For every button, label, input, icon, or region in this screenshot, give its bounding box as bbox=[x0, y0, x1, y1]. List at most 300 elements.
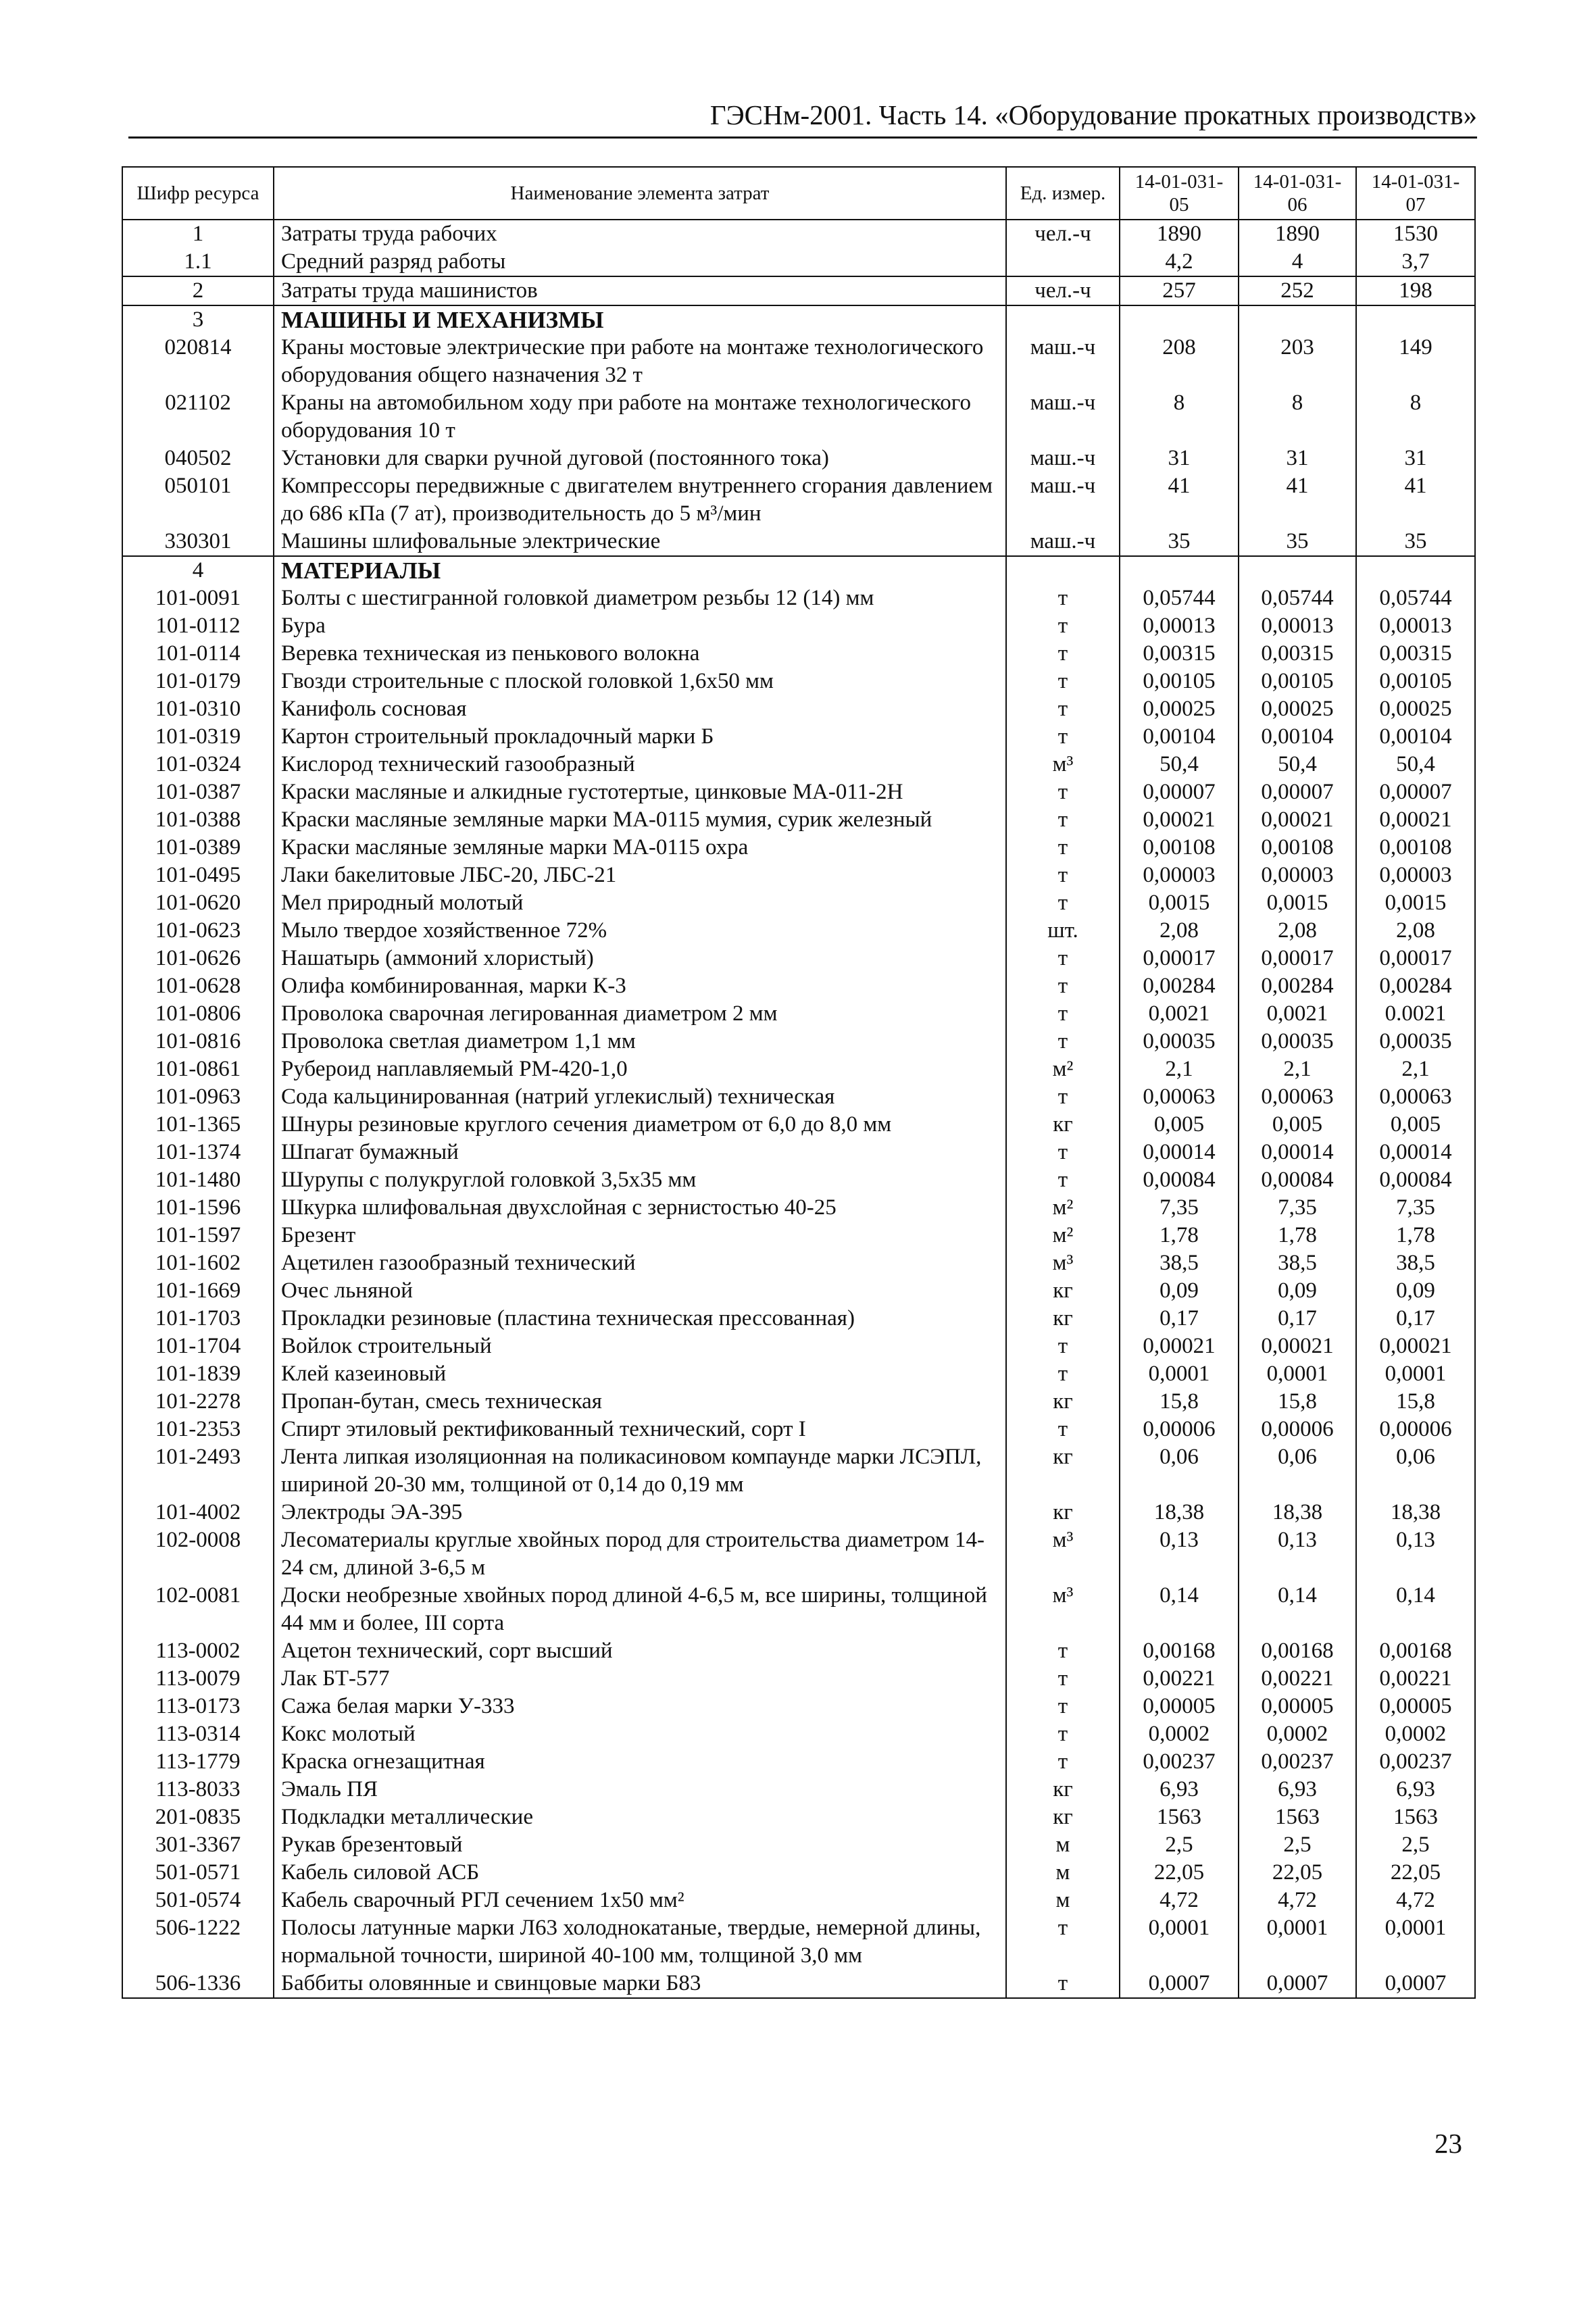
value-cell-c2: 0,0015 bbox=[1239, 889, 1356, 917]
unit-cell: т bbox=[1006, 723, 1120, 751]
resource-name-cell: Рукав брезентовый bbox=[274, 1831, 1006, 1859]
resource-code-cell: 113-0314 bbox=[122, 1720, 274, 1748]
resource-name-cell: Электроды ЭА-395 bbox=[274, 1499, 1006, 1526]
column-header-unit: Ед. измер. bbox=[1006, 167, 1120, 220]
unit-cell: т bbox=[1006, 1166, 1120, 1194]
resource-code-cell: 101-1596 bbox=[122, 1194, 274, 1222]
table-row bbox=[122, 1055, 1475, 1083]
value-cell-c3: 3,7 bbox=[1356, 248, 1475, 276]
unit-cell: кг bbox=[1006, 1499, 1120, 1526]
value-cell-c3: 0,005 bbox=[1356, 1111, 1475, 1139]
value-cell-c1: 0,14 bbox=[1120, 1582, 1239, 1637]
value-cell-c2: 18,38 bbox=[1239, 1499, 1356, 1526]
unit-cell: т bbox=[1006, 612, 1120, 640]
resource-code-cell: 101-0963 bbox=[122, 1083, 274, 1111]
value-cell-c2: 2,08 bbox=[1239, 917, 1356, 945]
value-cell-c3: 0,00017 bbox=[1356, 945, 1475, 972]
table-row bbox=[122, 1887, 1475, 1914]
value-cell-c1: 0,00063 bbox=[1120, 1083, 1239, 1111]
value-cell-c1: 15,8 bbox=[1120, 1388, 1239, 1416]
unit-cell: т bbox=[1006, 834, 1120, 862]
resource-code-cell: 101-0387 bbox=[122, 778, 274, 806]
value-cell-c3: 0,0015 bbox=[1356, 889, 1475, 917]
table-row bbox=[122, 248, 1475, 276]
value-cell-c3: 0,00221 bbox=[1356, 1665, 1475, 1693]
value-cell-c3: 0,00025 bbox=[1356, 695, 1475, 723]
value-cell-c3: 198 bbox=[1356, 276, 1475, 305]
value-cell-c3: 0,00105 bbox=[1356, 668, 1475, 695]
value-cell-c1: 257 bbox=[1120, 276, 1239, 305]
unit-cell: м bbox=[1006, 1887, 1120, 1914]
value-cell-c1: 0,0001 bbox=[1120, 1360, 1239, 1388]
resource-code-cell: 113-0002 bbox=[122, 1637, 274, 1665]
resource-code-cell: 101-1480 bbox=[122, 1166, 274, 1194]
resource-code-cell: 101-1703 bbox=[122, 1305, 274, 1333]
unit-cell: т bbox=[1006, 640, 1120, 668]
unit-cell: т bbox=[1006, 1914, 1120, 1970]
resource-code-cell: 101-2493 bbox=[122, 1443, 274, 1499]
value-cell-c1: 2,08 bbox=[1120, 917, 1239, 945]
value-cell-c2: 8 bbox=[1239, 389, 1356, 445]
unit-cell: кг bbox=[1006, 1305, 1120, 1333]
resource-code-cell: 101-4002 bbox=[122, 1499, 274, 1526]
unit-cell: т bbox=[1006, 1720, 1120, 1748]
resource-code-cell: 101-0628 bbox=[122, 972, 274, 1000]
resource-code-cell: 3 bbox=[122, 305, 274, 334]
unit-cell: т bbox=[1006, 806, 1120, 834]
unit-cell: м² bbox=[1006, 1055, 1120, 1083]
value-cell-c2: 0,00014 bbox=[1239, 1139, 1356, 1166]
unit-cell: т bbox=[1006, 1360, 1120, 1388]
value-cell-c3: 0,00021 bbox=[1356, 1333, 1475, 1360]
value-cell-c3: 0,00021 bbox=[1356, 806, 1475, 834]
resource-name-cell: Ацетилен газообразный технический bbox=[274, 1249, 1006, 1277]
unit-cell: м³ bbox=[1006, 1526, 1120, 1582]
value-cell-c1: 0,0007 bbox=[1120, 1970, 1239, 1998]
resource-name-cell: Баббиты оловянные и свинцовые марки Б83 bbox=[274, 1970, 1006, 1998]
value-cell-c1: 0,00014 bbox=[1120, 1139, 1239, 1166]
column-header-c2: 14-01-031-06 bbox=[1239, 167, 1356, 220]
value-cell-c2: 0,00063 bbox=[1239, 1083, 1356, 1111]
value-cell-c1 bbox=[1120, 556, 1239, 584]
resource-name-cell: Лак БТ-577 bbox=[274, 1665, 1006, 1693]
resource-name-cell: Рубероид наплавляемый РМ-420-1,0 bbox=[274, 1055, 1006, 1083]
resource-name-cell: Картон строительный прокладочный марки Б bbox=[274, 723, 1006, 751]
value-cell-c2: 15,8 bbox=[1239, 1388, 1356, 1416]
value-cell-c1: 0,00315 bbox=[1120, 640, 1239, 668]
unit-cell: т bbox=[1006, 1000, 1120, 1028]
value-cell-c3: 6,93 bbox=[1356, 1776, 1475, 1803]
column-header-code: Шифр ресурса bbox=[122, 167, 274, 220]
unit-cell: т bbox=[1006, 1083, 1120, 1111]
value-cell-c1: 0,00007 bbox=[1120, 778, 1239, 806]
value-cell-c2: 31 bbox=[1239, 445, 1356, 472]
value-cell-c3: 41 bbox=[1356, 472, 1475, 528]
unit-cell: кг bbox=[1006, 1776, 1120, 1803]
resource-name-cell: Доски необрезные хвойных пород длиной 4-6,5 м, все ширины, толщиной 44 мм и более, III сорта bbox=[274, 1582, 1006, 1637]
value-cell-c3: 1530 bbox=[1356, 220, 1475, 248]
value-cell-c1: 7,35 bbox=[1120, 1194, 1239, 1222]
table-row bbox=[122, 1416, 1475, 1443]
value-cell-c2: 1,78 bbox=[1239, 1222, 1356, 1249]
value-cell-c3: 7,35 bbox=[1356, 1194, 1475, 1222]
resource-name-cell: Гвозди строительные с плоской головкой 1,6х50 мм bbox=[274, 668, 1006, 695]
resource-code-cell: 101-2353 bbox=[122, 1416, 274, 1443]
resource-name-cell: Болты с шестигранной головкой диаметром резьбы 12 (14) мм bbox=[274, 584, 1006, 612]
table-row bbox=[122, 1693, 1475, 1720]
value-cell-c3: 0,0002 bbox=[1356, 1720, 1475, 1748]
unit-cell: т bbox=[1006, 695, 1120, 723]
value-cell-c2: 0,00315 bbox=[1239, 640, 1356, 668]
resource-code-cell: 101-1597 bbox=[122, 1222, 274, 1249]
value-cell-c1: 0,00105 bbox=[1120, 668, 1239, 695]
table-row bbox=[122, 1914, 1475, 1970]
unit-cell: т bbox=[1006, 1416, 1120, 1443]
resource-name-cell: МАТЕРИАЛЫ bbox=[274, 556, 1006, 584]
value-cell-c2: 0,00284 bbox=[1239, 972, 1356, 1000]
value-cell-c2: 252 bbox=[1239, 276, 1356, 305]
value-cell-c1: 1563 bbox=[1120, 1803, 1239, 1831]
value-cell-c3: 0,00237 bbox=[1356, 1748, 1475, 1776]
value-cell-c1 bbox=[1120, 305, 1239, 334]
table-row bbox=[122, 1859, 1475, 1887]
value-cell-c1: 0,005 bbox=[1120, 1111, 1239, 1139]
value-cell-c2: 4,72 bbox=[1239, 1887, 1356, 1914]
table-row bbox=[122, 1665, 1475, 1693]
value-cell-c1: 50,4 bbox=[1120, 751, 1239, 778]
value-cell-c2: 0,005 bbox=[1239, 1111, 1356, 1139]
value-cell-c2: 1563 bbox=[1239, 1803, 1356, 1831]
value-cell-c3: 2,1 bbox=[1356, 1055, 1475, 1083]
table-row bbox=[122, 1360, 1475, 1388]
document-title: ГЭСНм-2001. Часть 14. «Оборудование прокатных производств» bbox=[709, 99, 1477, 130]
resource-name-cell: Компрессоры передвижные с двигателем внутреннего сгорания давлением до 686 кПа (7 ат), производительность до 5 м³/мин bbox=[274, 472, 1006, 528]
value-cell-c3: 15,8 bbox=[1356, 1388, 1475, 1416]
value-cell-c2: 0,17 bbox=[1239, 1305, 1356, 1333]
value-cell-c2: 0,00108 bbox=[1239, 834, 1356, 862]
table-row bbox=[122, 1139, 1475, 1166]
value-cell-c2: 0,00237 bbox=[1239, 1748, 1356, 1776]
table-row bbox=[122, 1443, 1475, 1499]
table-row bbox=[122, 1028, 1475, 1055]
value-cell-c3: 0,00284 bbox=[1356, 972, 1475, 1000]
table-row bbox=[122, 1748, 1475, 1776]
unit-cell: т bbox=[1006, 1637, 1120, 1665]
value-cell-c2 bbox=[1239, 305, 1356, 334]
value-cell-c2: 22,05 bbox=[1239, 1859, 1356, 1887]
value-cell-c3: 0,09 bbox=[1356, 1277, 1475, 1305]
resource-name-cell: Сажа белая марки У-333 bbox=[274, 1693, 1006, 1720]
unit-cell: м³ bbox=[1006, 1249, 1120, 1277]
value-cell-c3 bbox=[1356, 556, 1475, 584]
resource-name-cell: Сода кальцинированная (натрий углекислый) техническая bbox=[274, 1083, 1006, 1111]
resource-code-cell: 101-1365 bbox=[122, 1111, 274, 1139]
value-cell-c1: 0,17 bbox=[1120, 1305, 1239, 1333]
resource-name-cell: Средний разряд работы bbox=[274, 248, 1006, 276]
table-row bbox=[122, 612, 1475, 640]
table-row bbox=[122, 1526, 1475, 1582]
resource-name-cell: Затраты труда машинистов bbox=[274, 276, 1006, 305]
value-cell-c3: 18,38 bbox=[1356, 1499, 1475, 1526]
value-cell-c3: 0,0001 bbox=[1356, 1914, 1475, 1970]
unit-cell: т bbox=[1006, 1748, 1120, 1776]
resource-code-cell: 101-0310 bbox=[122, 695, 274, 723]
resource-code-cell: 101-0626 bbox=[122, 945, 274, 972]
resource-name-cell: Кабель силовой АСБ bbox=[274, 1859, 1006, 1887]
resource-code-cell: 506-1222 bbox=[122, 1914, 274, 1970]
value-cell-c1: 0,00021 bbox=[1120, 1333, 1239, 1360]
value-cell-c2: 203 bbox=[1239, 334, 1356, 389]
resource-name-cell: Веревка техническая из пенькового волокна bbox=[274, 640, 1006, 668]
value-cell-c1: 31 bbox=[1120, 445, 1239, 472]
resource-code-cell: 113-0079 bbox=[122, 1665, 274, 1693]
value-cell-c2: 0,0007 bbox=[1239, 1970, 1356, 1998]
value-cell-c1: 0,0002 bbox=[1120, 1720, 1239, 1748]
unit-cell: кг bbox=[1006, 1277, 1120, 1305]
table-row bbox=[122, 1305, 1475, 1333]
resource-name-cell: Спирт этиловый ректификованный технический, сорт I bbox=[274, 1416, 1006, 1443]
value-cell-c2: 0,06 bbox=[1239, 1443, 1356, 1499]
value-cell-c2: 0,0002 bbox=[1239, 1720, 1356, 1748]
resource-code-cell: 101-1839 bbox=[122, 1360, 274, 1388]
resource-name-cell: Мел природный молотый bbox=[274, 889, 1006, 917]
value-cell-c2: 0,00104 bbox=[1239, 723, 1356, 751]
value-cell-c3: 8 bbox=[1356, 389, 1475, 445]
value-cell-c1: 208 bbox=[1120, 334, 1239, 389]
value-cell-c1: 0,00237 bbox=[1120, 1748, 1239, 1776]
value-cell-c3: 0,00014 bbox=[1356, 1139, 1475, 1166]
value-cell-c1: 4,2 bbox=[1120, 248, 1239, 276]
unit-cell: кг bbox=[1006, 1803, 1120, 1831]
table-body bbox=[122, 220, 1475, 1998]
resource-code-cell: 506-1336 bbox=[122, 1970, 274, 1998]
table-row bbox=[122, 668, 1475, 695]
value-cell-c3: 38,5 bbox=[1356, 1249, 1475, 1277]
value-cell-c1: 0,00168 bbox=[1120, 1637, 1239, 1665]
resource-name-cell: Лента липкая изоляционная на поликасиновом компаунде марки ЛСЭПЛ, шириной 20-30 мм, толщиной от 0,14 до 0,19 мм bbox=[274, 1443, 1006, 1499]
resource-name-cell: Кислород технический газообразный bbox=[274, 751, 1006, 778]
resource-name-cell: Проволока светлая диаметром 1,1 мм bbox=[274, 1028, 1006, 1055]
value-cell-c2: 41 bbox=[1239, 472, 1356, 528]
table-row bbox=[122, 445, 1475, 472]
value-cell-c3: 0,0001 bbox=[1356, 1360, 1475, 1388]
table-row bbox=[122, 695, 1475, 723]
resource-code-cell: 101-0389 bbox=[122, 834, 274, 862]
unit-cell: кг bbox=[1006, 1388, 1120, 1416]
value-cell-c1: 0,00006 bbox=[1120, 1416, 1239, 1443]
unit-cell: т bbox=[1006, 862, 1120, 889]
value-cell-c2: 0,00021 bbox=[1239, 806, 1356, 834]
value-cell-c3: 2,08 bbox=[1356, 917, 1475, 945]
resource-code-cell: 021102 bbox=[122, 389, 274, 445]
table-row bbox=[122, 1970, 1475, 1998]
table-row bbox=[122, 1333, 1475, 1360]
resource-name-cell: Лесоматериалы круглые хвойных пород для строительства диаметром 14-24 см, длиной 3-6,5 м bbox=[274, 1526, 1006, 1582]
table-row bbox=[122, 1803, 1475, 1831]
resource-name-cell: Мыло твердое хозяйственное 72% bbox=[274, 917, 1006, 945]
value-cell-c1: 6,93 bbox=[1120, 1776, 1239, 1803]
value-cell-c3: 31 bbox=[1356, 445, 1475, 472]
resource-code-cell: 101-0620 bbox=[122, 889, 274, 917]
resource-name-cell: Олифа комбинированная, марки К-3 bbox=[274, 972, 1006, 1000]
table-row bbox=[122, 834, 1475, 862]
table-row bbox=[122, 945, 1475, 972]
value-cell-c2: 0,0001 bbox=[1239, 1914, 1356, 1970]
resource-code-cell: 102-0081 bbox=[122, 1582, 274, 1637]
value-cell-c2: 4 bbox=[1239, 248, 1356, 276]
section-row bbox=[122, 305, 1475, 334]
resource-name-cell: Шпагат бумажный bbox=[274, 1139, 1006, 1166]
section-row bbox=[122, 556, 1475, 584]
unit-cell: маш.-ч bbox=[1006, 334, 1120, 389]
table-row bbox=[122, 1111, 1475, 1139]
value-cell-c1: 35 bbox=[1120, 528, 1239, 556]
resource-name-cell: Машины шлифовальные электрические bbox=[274, 528, 1006, 556]
unit-cell: шт. bbox=[1006, 917, 1120, 945]
resource-code-cell: 101-1669 bbox=[122, 1277, 274, 1305]
table-row bbox=[122, 1249, 1475, 1277]
resource-code-cell: 2 bbox=[122, 276, 274, 305]
value-cell-c2: 2,5 bbox=[1239, 1831, 1356, 1859]
unit-cell: т bbox=[1006, 972, 1120, 1000]
value-cell-c1: 2,1 bbox=[1120, 1055, 1239, 1083]
value-cell-c1: 0,0021 bbox=[1120, 1000, 1239, 1028]
resource-name-cell: Кабель сварочный РГЛ сечением 1х50 мм² bbox=[274, 1887, 1006, 1914]
value-cell-c1: 0,09 bbox=[1120, 1277, 1239, 1305]
value-cell-c2: 0,00084 bbox=[1239, 1166, 1356, 1194]
value-cell-c3: 0,17 bbox=[1356, 1305, 1475, 1333]
value-cell-c1: 0,00013 bbox=[1120, 612, 1239, 640]
table-row bbox=[122, 389, 1475, 445]
value-cell-c3: 0,05744 bbox=[1356, 584, 1475, 612]
resource-code-cell: 1 bbox=[122, 220, 274, 248]
resource-code-cell: 101-0623 bbox=[122, 917, 274, 945]
unit-cell: м² bbox=[1006, 1222, 1120, 1249]
resource-code-cell: 113-1779 bbox=[122, 1748, 274, 1776]
value-cell-c1: 22,05 bbox=[1120, 1859, 1239, 1887]
value-cell-c2: 0,00105 bbox=[1239, 668, 1356, 695]
resource-code-cell: 101-0861 bbox=[122, 1055, 274, 1083]
column-header-c1: 14-01-031-05 bbox=[1120, 167, 1239, 220]
unit-cell: кг bbox=[1006, 1111, 1120, 1139]
value-cell-c3: 0,06 bbox=[1356, 1443, 1475, 1499]
value-cell-c1: 0,00035 bbox=[1120, 1028, 1239, 1055]
value-cell-c1: 18,38 bbox=[1120, 1499, 1239, 1526]
value-cell-c1: 0,05744 bbox=[1120, 584, 1239, 612]
table-row bbox=[122, 1000, 1475, 1028]
unit-cell: маш.-ч bbox=[1006, 389, 1120, 445]
resource-code-cell: 4 bbox=[122, 556, 274, 584]
table-row bbox=[122, 1083, 1475, 1111]
value-cell-c3: 35 bbox=[1356, 528, 1475, 556]
unit-cell: т bbox=[1006, 945, 1120, 972]
resource-code-cell: 101-0179 bbox=[122, 668, 274, 695]
resource-name-cell: Кокс молотый bbox=[274, 1720, 1006, 1748]
value-cell-c3: 0,00315 bbox=[1356, 640, 1475, 668]
value-cell-c1: 0,00017 bbox=[1120, 945, 1239, 972]
unit-cell: т bbox=[1006, 1139, 1120, 1166]
value-cell-c1: 0,00104 bbox=[1120, 723, 1239, 751]
table-row bbox=[122, 806, 1475, 834]
value-cell-c2: 0,00168 bbox=[1239, 1637, 1356, 1665]
value-cell-c1: 0,13 bbox=[1120, 1526, 1239, 1582]
value-cell-c1: 0,00221 bbox=[1120, 1665, 1239, 1693]
table-row bbox=[122, 1831, 1475, 1859]
resource-code-cell: 102-0008 bbox=[122, 1526, 274, 1582]
value-cell-c1: 38,5 bbox=[1120, 1249, 1239, 1277]
resource-name-cell: Войлок строительный bbox=[274, 1333, 1006, 1360]
value-cell-c2: 6,93 bbox=[1239, 1776, 1356, 1803]
resource-code-cell: 101-0816 bbox=[122, 1028, 274, 1055]
resource-code-cell: 201-0835 bbox=[122, 1803, 274, 1831]
unit-cell bbox=[1006, 248, 1120, 276]
table-header-row bbox=[122, 167, 1475, 220]
value-cell-c2: 0,00006 bbox=[1239, 1416, 1356, 1443]
resource-code-cell: 101-1602 bbox=[122, 1249, 274, 1277]
resource-cost-table bbox=[122, 166, 1476, 1999]
resource-code-cell: 101-1704 bbox=[122, 1333, 274, 1360]
unit-cell: маш.-ч bbox=[1006, 472, 1120, 528]
value-cell-c2: 0,00013 bbox=[1239, 612, 1356, 640]
resource-code-cell: 101-0319 bbox=[122, 723, 274, 751]
unit-cell: м³ bbox=[1006, 751, 1120, 778]
resource-code-cell: 301-3367 bbox=[122, 1831, 274, 1859]
resource-name-cell: Брезент bbox=[274, 1222, 1006, 1249]
resource-code-cell: 501-0571 bbox=[122, 1859, 274, 1887]
unit-cell: м² bbox=[1006, 1194, 1120, 1222]
resource-code-cell: 101-0091 bbox=[122, 584, 274, 612]
unit-cell bbox=[1006, 556, 1120, 584]
value-cell-c3: 50,4 bbox=[1356, 751, 1475, 778]
unit-cell: чел.-ч bbox=[1006, 276, 1120, 305]
table-row bbox=[122, 1720, 1475, 1748]
value-cell-c3: 4,72 bbox=[1356, 1887, 1475, 1914]
table-row bbox=[122, 1277, 1475, 1305]
table-row bbox=[122, 472, 1475, 528]
value-cell-c3: 1,78 bbox=[1356, 1222, 1475, 1249]
resource-name-cell: Очес льняной bbox=[274, 1277, 1006, 1305]
value-cell-c1: 0,06 bbox=[1120, 1443, 1239, 1499]
table-row bbox=[122, 1582, 1475, 1637]
value-cell-c2: 0,00025 bbox=[1239, 695, 1356, 723]
value-cell-c2: 0,00007 bbox=[1239, 778, 1356, 806]
value-cell-c1: 8 bbox=[1120, 389, 1239, 445]
resource-name-cell: Эмаль ПЯ bbox=[274, 1776, 1006, 1803]
unit-cell: кг bbox=[1006, 1443, 1120, 1499]
table-row bbox=[122, 972, 1475, 1000]
resource-code-cell: 113-8033 bbox=[122, 1776, 274, 1803]
unit-cell: маш.-ч bbox=[1006, 528, 1120, 556]
value-cell-c1: 0,0001 bbox=[1120, 1914, 1239, 1970]
resource-name-cell: Прокладки резиновые (пластина техническая прессованная) bbox=[274, 1305, 1006, 1333]
resource-name-cell: МАШИНЫ И МЕХАНИЗМЫ bbox=[274, 305, 1006, 334]
value-cell-c2: 50,4 bbox=[1239, 751, 1356, 778]
value-cell-c1: 0,00003 bbox=[1120, 862, 1239, 889]
resource-code-cell: 101-0806 bbox=[122, 1000, 274, 1028]
table-row bbox=[122, 220, 1475, 248]
resource-name-cell: Затраты труда рабочих bbox=[274, 220, 1006, 248]
table-row bbox=[122, 1222, 1475, 1249]
value-cell-c1: 0,00084 bbox=[1120, 1166, 1239, 1194]
resource-code-cell: 101-0324 bbox=[122, 751, 274, 778]
unit-cell: т bbox=[1006, 1693, 1120, 1720]
unit-cell: т bbox=[1006, 889, 1120, 917]
resource-code-cell: 101-1374 bbox=[122, 1139, 274, 1166]
resource-code-cell: 101-0495 bbox=[122, 862, 274, 889]
resource-name-cell: Краны мостовые электрические при работе на монтаже технологического оборудования общего назначения 32 т bbox=[274, 334, 1006, 389]
value-cell-c3: 0,00084 bbox=[1356, 1166, 1475, 1194]
resource-name-cell: Шкурка шлифовальная двухслойная с зернистостью 40-25 bbox=[274, 1194, 1006, 1222]
